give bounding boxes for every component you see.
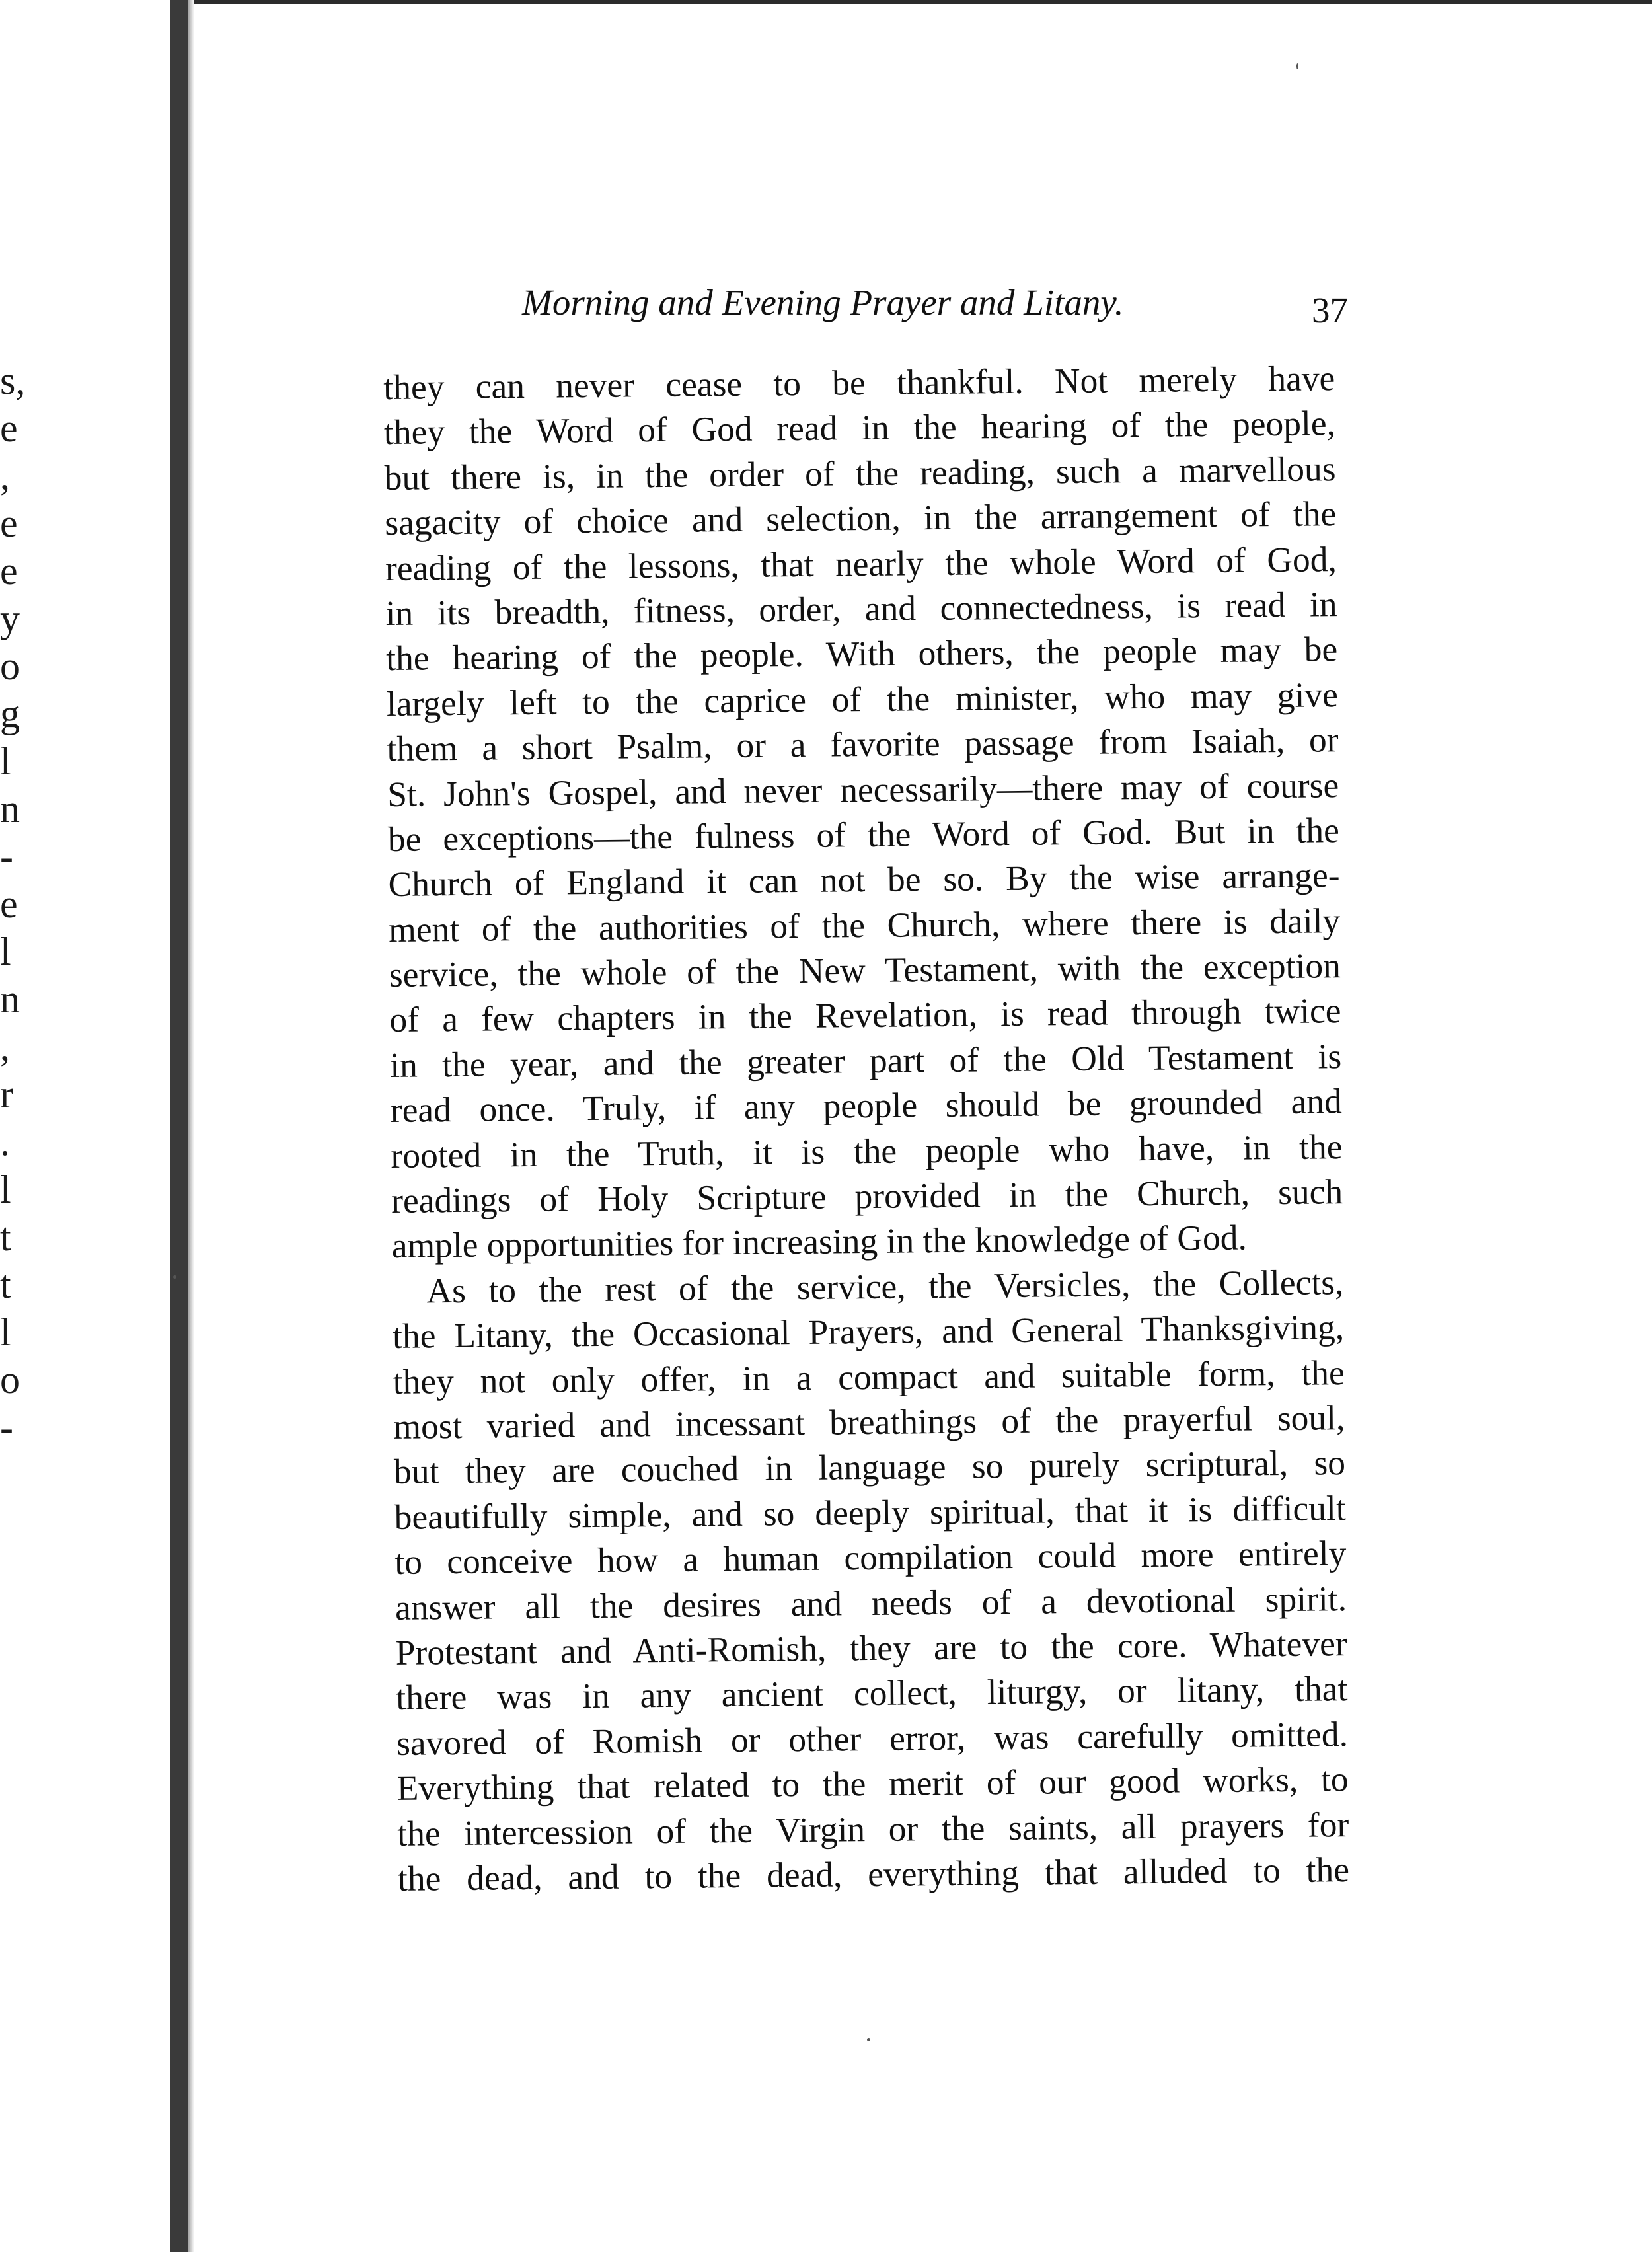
- scan-speck: [173, 1275, 176, 1279]
- facing-page-fragment: l: [0, 1168, 11, 1211]
- text-line: read once. Truly, if any people should be grounded and: [390, 1081, 1343, 1131]
- text-line: answer all the desires and needs of a devotional spirit.: [394, 1578, 1347, 1628]
- facing-page-fragment: ,: [0, 454, 10, 498]
- facing-page-fragment: y: [0, 597, 20, 640]
- text-line: in the year, and the greater part of the Old Testament is: [389, 1035, 1342, 1085]
- text-line: to conceive how a human compilation could more entirely: [394, 1533, 1347, 1583]
- text-line: beautifully simple, and so deeply spiritual, that it is difficult: [394, 1487, 1346, 1537]
- facing-page-fragment: t: [0, 1263, 11, 1306]
- gutter-shadow: [188, 0, 194, 2252]
- page-top-edge: [188, 0, 1652, 4]
- text-line: they can never cease to be thankful. Not merely have: [383, 358, 1335, 407]
- text-line: As to the rest of the service, the Versicles, the Collects,: [426, 1261, 1344, 1311]
- text-line: Everything that related to the merit of our good works, to: [396, 1759, 1349, 1809]
- facing-page-fragment: e: [0, 406, 18, 450]
- text-line: most varied and incessant breathings of the prayerful soul,: [393, 1398, 1345, 1446]
- scan-speck: [867, 2038, 870, 2041]
- text-line: ment of the authorities of the Church, where there is daily: [388, 900, 1341, 950]
- text-line: be exceptions—the fulness of the Word of God. But in the: [387, 810, 1340, 859]
- facing-page-fragment: ,: [0, 1025, 10, 1069]
- facing-page-fragment: n: [0, 787, 20, 831]
- paragraph-2: [392, 1259, 1349, 1901]
- running-head-title: Morning and Evening Prayer and Litany.: [522, 282, 1124, 322]
- body-text: [383, 356, 1349, 1901]
- text-line: but they are couched in language so purely scriptural, so: [393, 1443, 1346, 1492]
- facing-page-fragment: o: [0, 1358, 20, 1402]
- facing-page-fragment: o: [0, 644, 20, 688]
- text-line: but there is, in the order of the reading, such a marvellous: [384, 448, 1336, 498]
- facing-page-fragment: g: [0, 692, 20, 735]
- facing-page-fragment: l: [0, 930, 11, 973]
- facing-page-fragment: n: [0, 977, 20, 1021]
- binding-gutter: [170, 0, 188, 2252]
- text-line: largely left to the caprice of the minister, who may give: [386, 674, 1339, 724]
- text-line: there was in any ancient collect, liturgy, or litany, that: [396, 1669, 1348, 1718]
- text-line: the dead, and to the dead, everything that alluded to the: [397, 1849, 1350, 1898]
- running-head: [522, 276, 1348, 329]
- text-line: service, the whole of the New Testament, with the exception: [389, 946, 1341, 995]
- facing-page-fragment: t: [0, 1215, 11, 1259]
- facing-page-fragment: e: [0, 549, 18, 593]
- text-line: readings of Holy Scripture provided in the Church, such: [391, 1172, 1343, 1220]
- text-line: reading of the lessons, that nearly the whole Word of God,: [385, 539, 1337, 588]
- text-line: the Litany, the Occasional Prayers, and General Thanksgiving,: [392, 1307, 1345, 1357]
- text-line: savored of Romish or other error, was carefully omitted.: [396, 1713, 1349, 1763]
- text-line: they the Word of God read in the hearing of the people,: [383, 403, 1336, 453]
- facing-page-fragment: -: [0, 1406, 13, 1449]
- text-line: in its breadth, fitness, order, and connectedness, is read in: [385, 584, 1337, 633]
- facing-page-fragment: r: [0, 1072, 13, 1116]
- text-line: rooted in the Truth, it is the people who have, in the: [391, 1126, 1343, 1176]
- scan-speck: [1296, 63, 1298, 69]
- facing-page-fragment: s,: [0, 359, 26, 402]
- facing-page-edge: [0, 357, 26, 1451]
- text-line: the intercession of the Virgin or the saints, all prayers for: [397, 1804, 1349, 1854]
- facing-page-fragment: .: [0, 1120, 10, 1164]
- text-line: the hearing of the people. With others, the people may be: [385, 629, 1338, 679]
- facing-page-fragment: l: [0, 739, 11, 783]
- facing-page-fragment: e: [0, 882, 18, 926]
- text-line: them a short Psalm, or a favorite passage from Isaiah, or: [387, 720, 1339, 769]
- text-line: Church of England it can not be so. By the wise arrange-: [388, 855, 1340, 905]
- page-number: 37: [1312, 290, 1348, 330]
- text-line: sagacity of choice and selection, in the arrangement of the: [385, 494, 1337, 543]
- text-line: Protestant and Anti-Romish, they are to the core. Whatever: [395, 1624, 1347, 1672]
- paragraph-1: [383, 356, 1343, 1269]
- text-line: of a few chapters in the Revelation, is read through twice: [389, 991, 1341, 1040]
- text-line: they not only offer, in a compact and suitable form, the: [393, 1352, 1345, 1402]
- facing-page-fragment: l: [0, 1310, 11, 1354]
- text-line: St. John's Gospel, and never necessarily—there may of course: [387, 765, 1339, 814]
- facing-page-fragment: e: [0, 502, 18, 545]
- facing-page-fragment: -: [0, 835, 13, 878]
- text-line: ample opportunities for increasing in the knowledge of God.: [391, 1217, 1248, 1266]
